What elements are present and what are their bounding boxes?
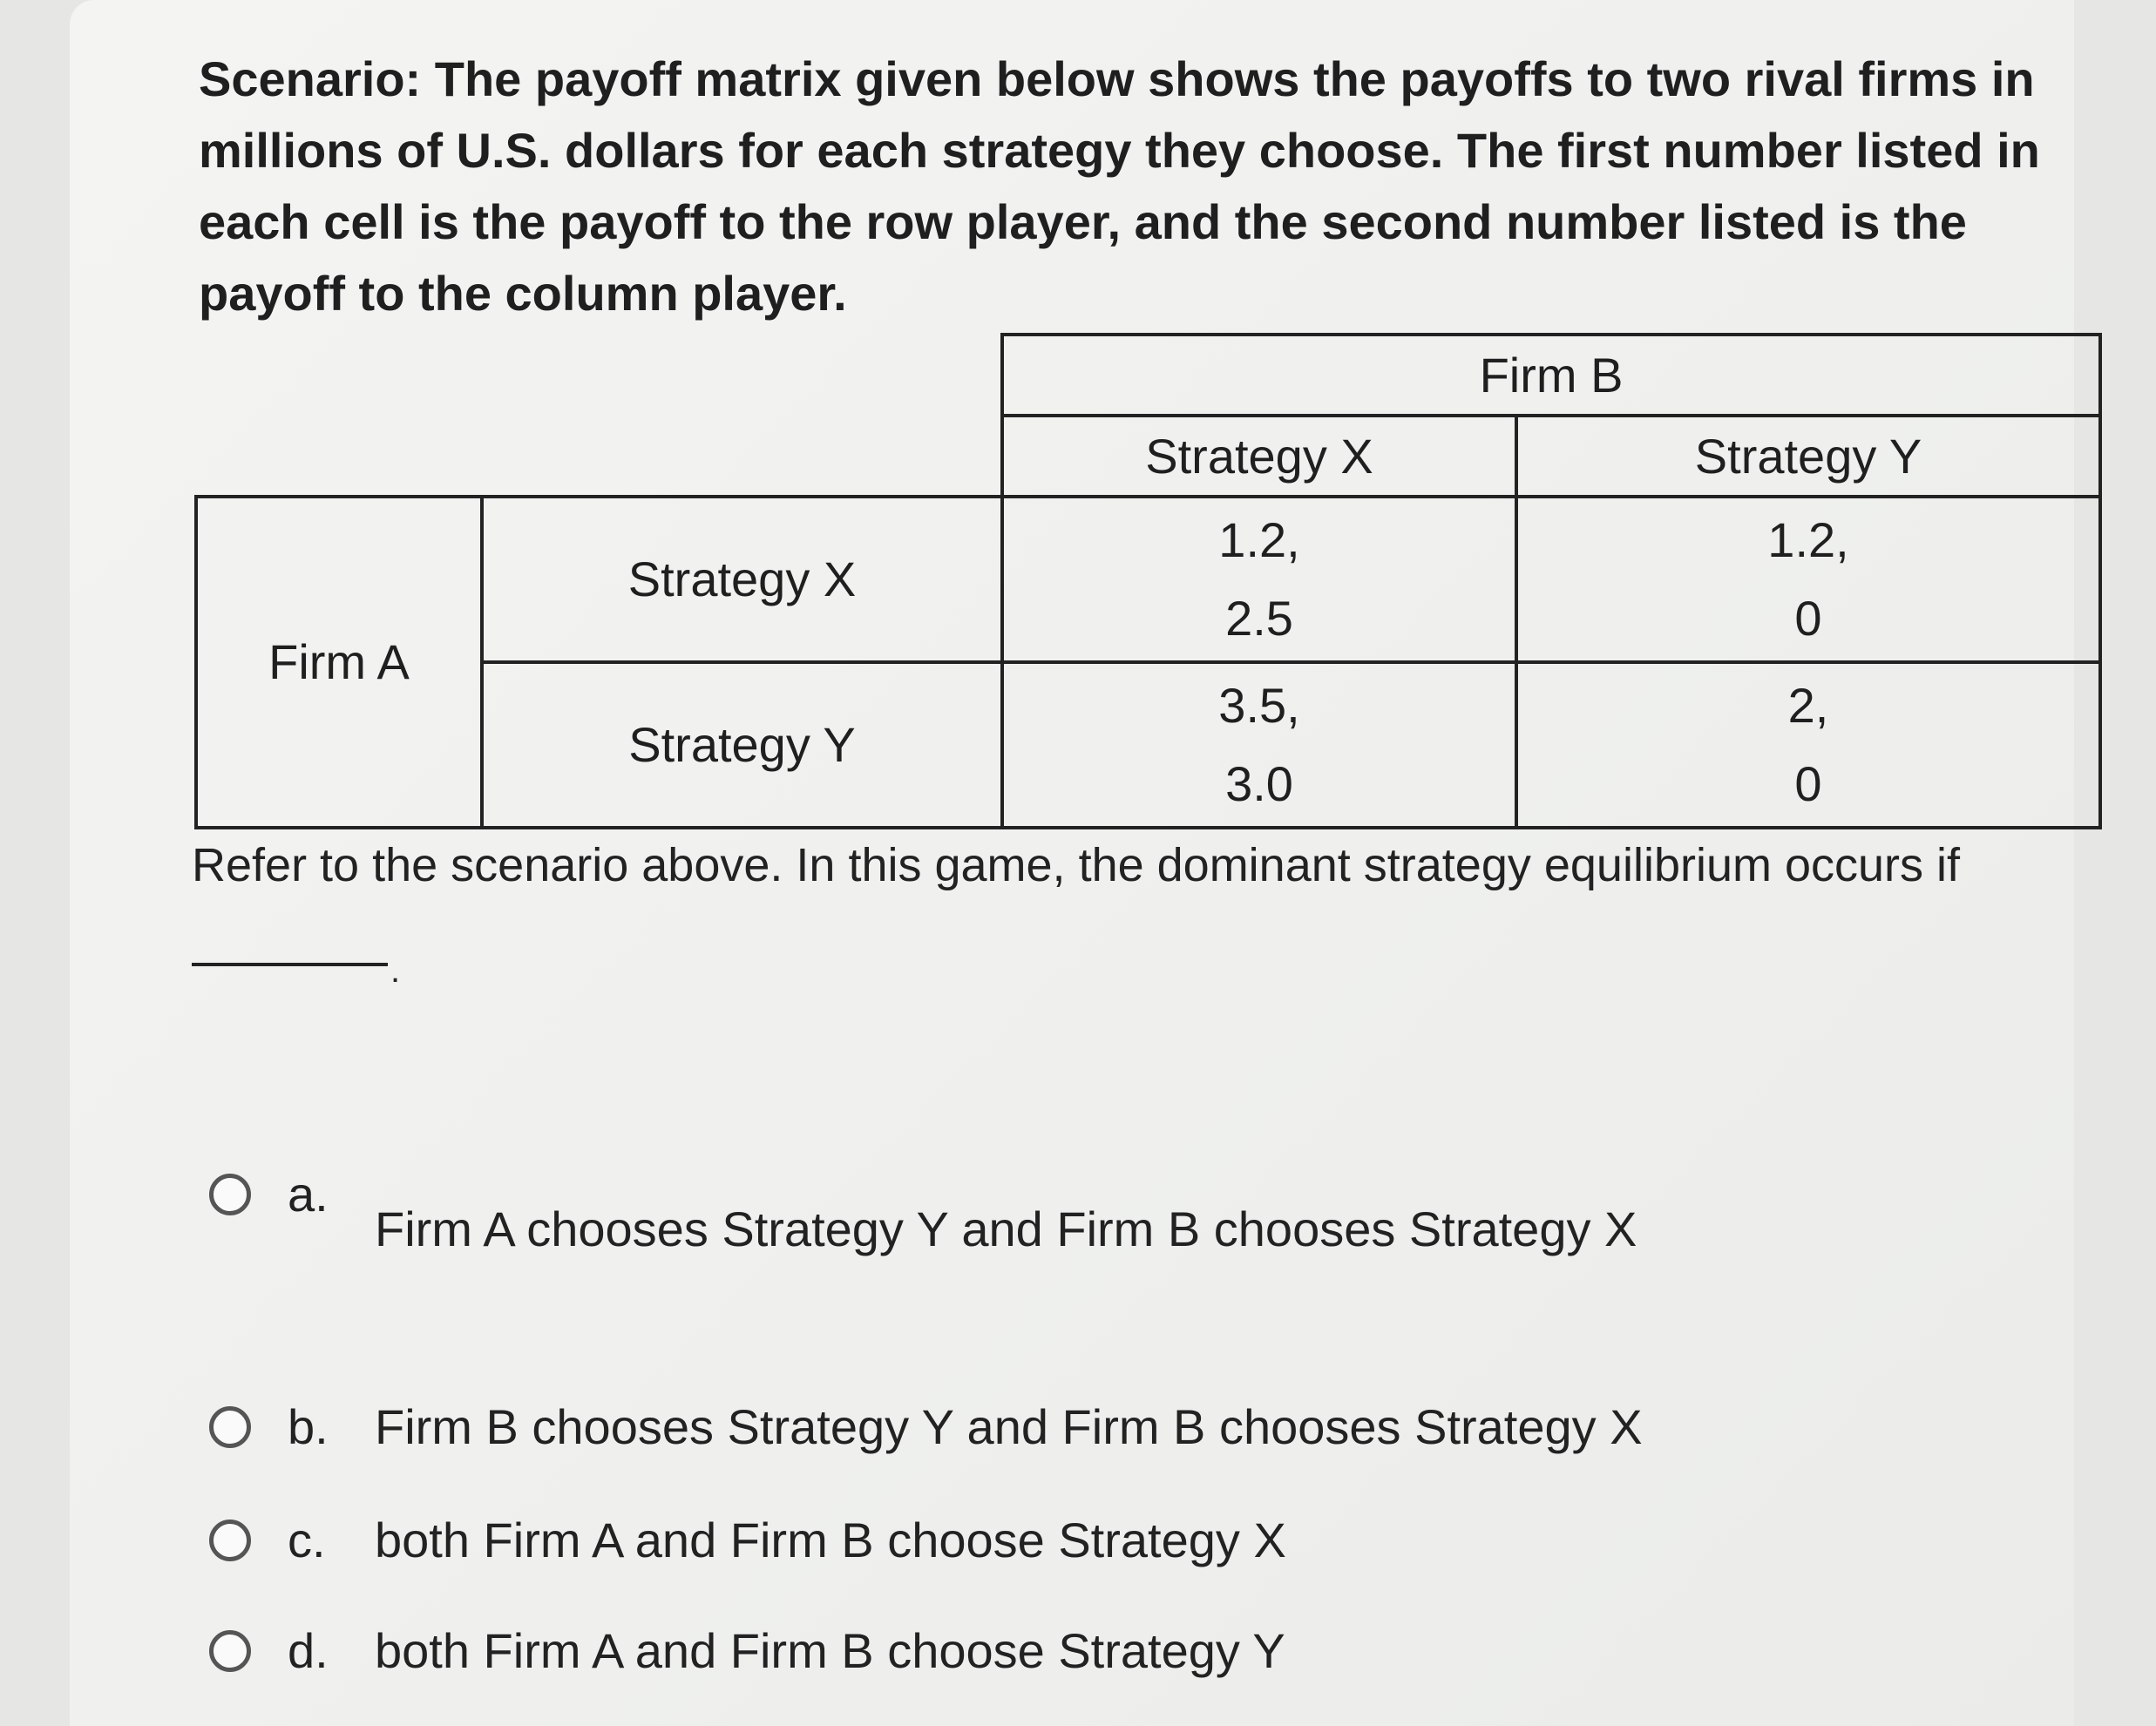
scenario-text: Scenario: The payoff matrix given below shows the payoffs to two rival firms in millions of U.S. dollars for each strategy they choose. The first number listed in each cell is the payoff to the row player, and the second number listed is the payoff to the column player. (199, 51, 2040, 321)
payoff-second: 0 (1794, 755, 1822, 811)
option-c[interactable] (209, 1512, 1286, 1568)
payoff-first: 1.2, (1767, 511, 1849, 567)
radio-button-icon[interactable] (209, 1630, 251, 1672)
radio-button-icon[interactable] (209, 1174, 251, 1215)
option-a[interactable] (209, 1166, 1637, 1256)
payoff-cell-xx (1002, 497, 1516, 662)
option-text: Firm A chooses Strategy Y and Firm B chooses Strategy X (375, 1201, 1637, 1256)
option-text: Firm B chooses Strategy Y and Firm B chooses Strategy X (375, 1399, 1643, 1454)
payoff-first: 1.2, (1218, 511, 1300, 567)
answer-blank-period: . (390, 951, 401, 990)
payoff-cell-yy (1516, 662, 2100, 828)
option-letter: b. (288, 1399, 329, 1454)
payoff-second: 2.5 (1225, 590, 1293, 646)
option-letter: c. (288, 1513, 326, 1567)
payoff-first: 2, (1787, 677, 1829, 733)
option-text: both Firm A and Firm B choose Strategy X (375, 1513, 1286, 1567)
payoff-second: 0 (1794, 590, 1822, 646)
row-player-label: Firm A (196, 497, 482, 828)
row-strategy-y: Strategy Y (482, 662, 1002, 828)
column-strategy-y: Strategy Y (1516, 416, 2100, 497)
option-letter: d. (288, 1623, 329, 1678)
row-strategy-x: Strategy X (482, 497, 1002, 662)
option-b[interactable] (209, 1398, 1643, 1455)
option-letter: a. (288, 1167, 329, 1222)
option-text: both Firm A and Firm B choose Strategy Y (375, 1623, 1285, 1678)
column-strategy-x: Strategy X (1002, 416, 1516, 497)
radio-button-icon[interactable] (209, 1520, 251, 1561)
payoff-cell-yx (1002, 662, 1516, 828)
answer-blank-line (192, 963, 388, 966)
option-d[interactable] (209, 1622, 1285, 1679)
payoff-first: 3.5, (1218, 677, 1300, 733)
payoff-cell-xy (1516, 497, 2100, 662)
question-text: Refer to the scenario above. In this game, the dominant strategy equilibrium occurs if (192, 839, 1961, 891)
payoff-matrix (194, 333, 2102, 829)
radio-button-icon[interactable] (209, 1406, 251, 1448)
payoff-second: 3.0 (1225, 755, 1293, 811)
question-panel (70, 0, 2074, 1726)
column-player-label: Firm B (1002, 335, 2100, 416)
matrix-corner-blank (196, 335, 1002, 497)
